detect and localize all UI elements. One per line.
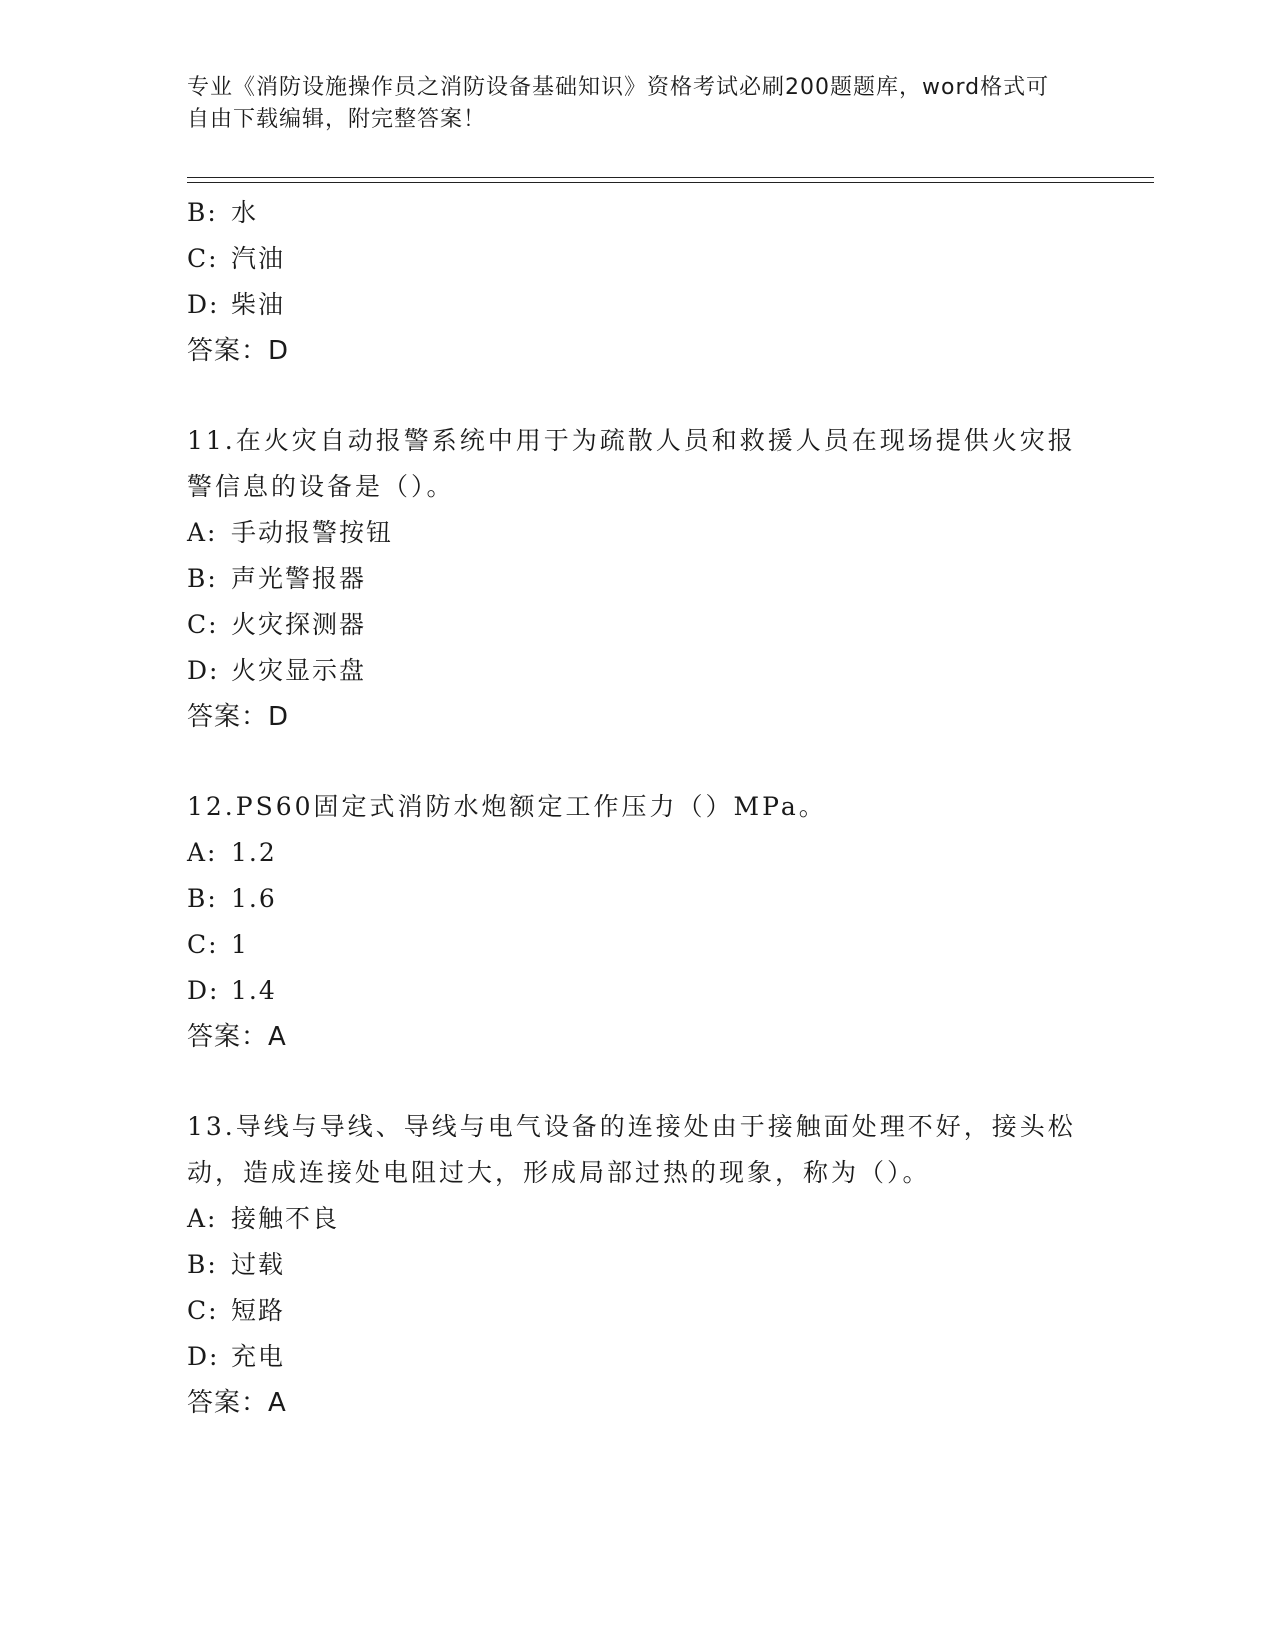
option-c: C: 火灾探测器 <box>187 610 367 639</box>
question-item <box>187 784 1087 1060</box>
answer-line: 答案：A <box>187 1022 287 1052</box>
option-b: B: 过载 <box>187 1250 286 1279</box>
question-item <box>187 1104 1087 1426</box>
question-list <box>187 190 1087 1426</box>
option-b: B: 声光警报器 <box>187 564 367 593</box>
question-text: 12.PS60固定式消防水炮额定工作压力（）MPa。 <box>187 792 827 821</box>
option-c: C: 汽油 <box>187 244 286 273</box>
answer-line: 答案：D <box>187 336 290 366</box>
option-a: A: 手动报警按钮 <box>187 518 394 547</box>
carry-over-block <box>187 190 1087 374</box>
option-b: B: 水 <box>187 198 259 227</box>
question-text: 11.在火灾自动报警系统中用于为疏散人员和救援人员在现场提供火灾报警信息的设备是（）。 <box>187 426 1076 501</box>
option-c: C: 1 <box>187 930 249 959</box>
option-a: A: 1.2 <box>187 838 277 867</box>
option-b: B: 1.6 <box>187 884 277 913</box>
answer-line: 答案：A <box>187 1388 287 1418</box>
option-a: A: 接触不良 <box>187 1204 340 1233</box>
document-title: 专业《消防设施操作员之消防设备基础知识》资格考试必刷200题题库，word格式可自由下载编辑，附完整答案！ <box>187 75 1050 132</box>
option-d: D: 火灾显示盘 <box>187 656 367 685</box>
option-d: D: 柴油 <box>187 290 286 319</box>
option-d: D: 1.4 <box>187 976 277 1005</box>
answer-line: 答案：D <box>187 702 290 732</box>
header-divider-top <box>187 177 1154 178</box>
header-divider-bottom <box>187 182 1154 183</box>
question-item <box>187 418 1087 740</box>
option-d: D: 充电 <box>187 1342 286 1371</box>
question-text: 13.导线与导线、导线与电气设备的连接处由于接触面处理不好，接头松动，造成连接处电阻过大，形成局部过热的现象，称为（）。 <box>187 1112 1076 1187</box>
option-c: C: 短路 <box>187 1296 286 1325</box>
